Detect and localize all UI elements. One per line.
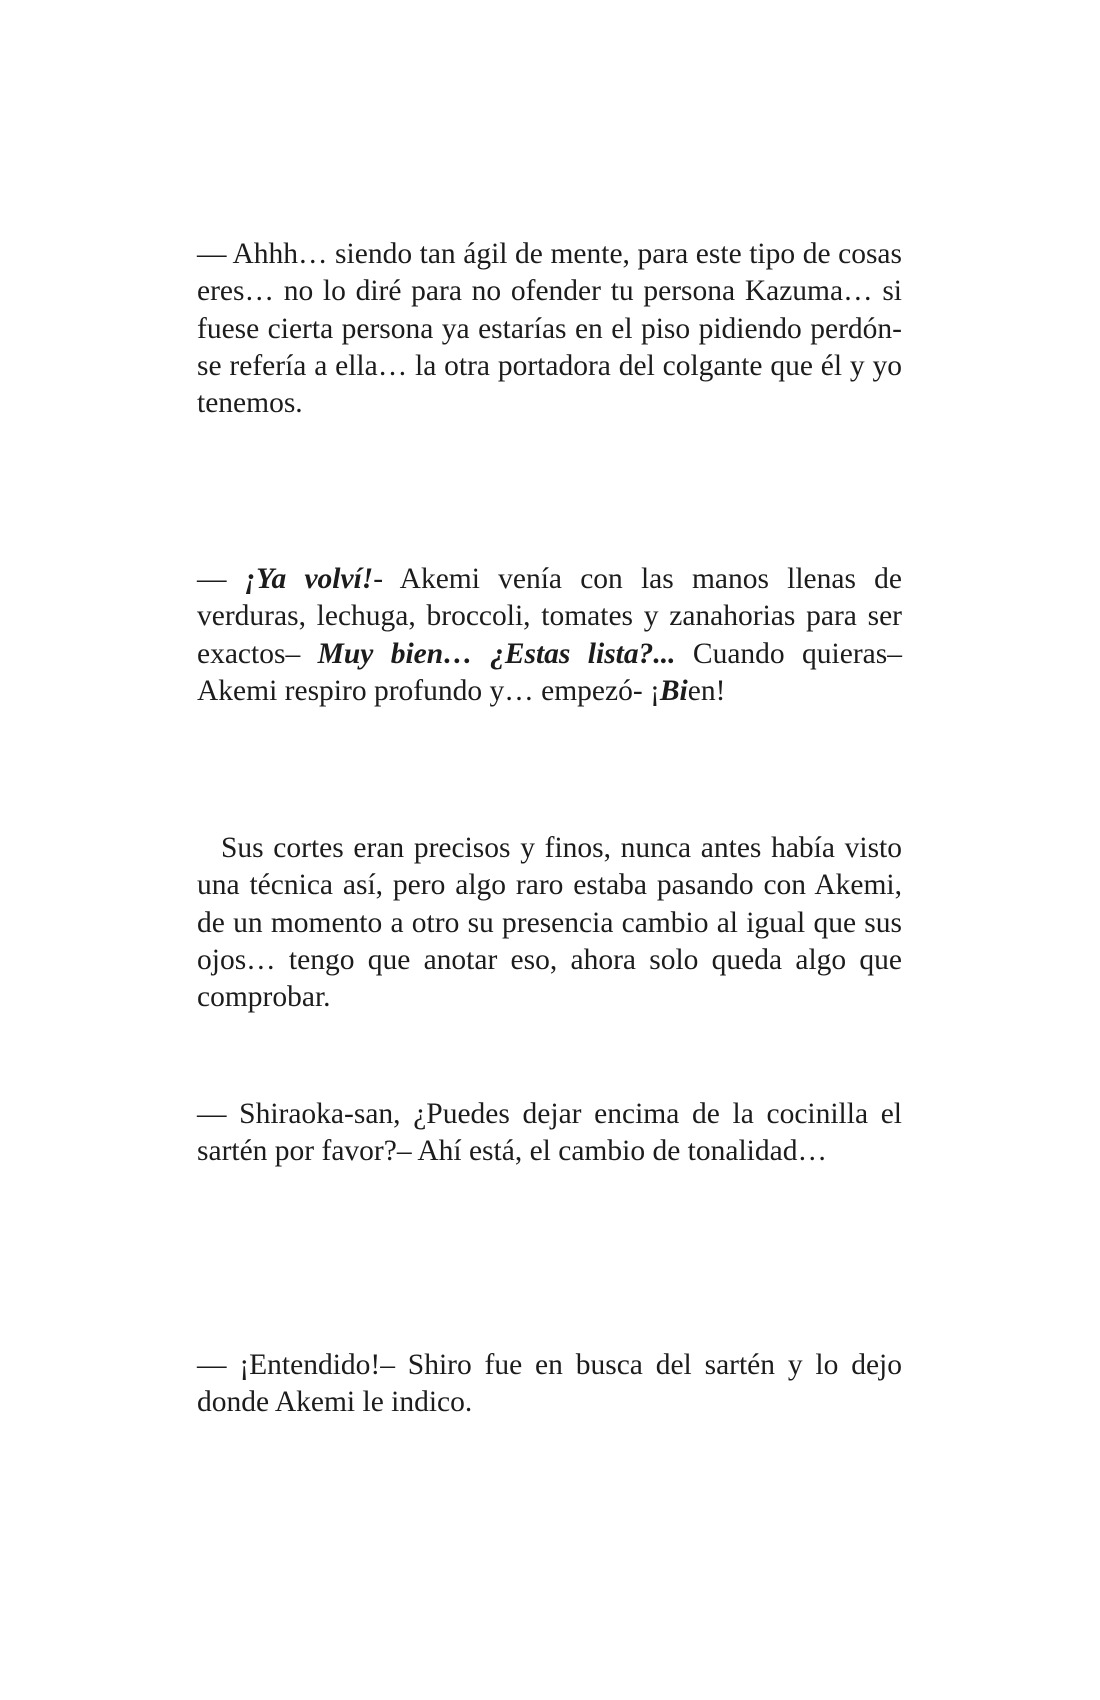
dialogue-dash: —: [197, 563, 245, 595]
emphasis-ya-volvi: ¡Ya volví!: [244, 563, 374, 595]
paragraph-4-text: — Shiraoka-san, ¿Puedes dejar encima de la cocinilla el sartén por favor?– Ahí está, el cambio de tonalidad…: [197, 1098, 902, 1168]
emphasis-muy-bien: Muy bien… ¿Estas lista?...: [317, 637, 676, 670]
paragraph-3: [197, 830, 902, 1016]
paragraph-5-text: — ¡Entendido!– Shiro fue en busca del sartén y lo dejo donde Akemi le indico.: [197, 1349, 902, 1419]
paragraph-2-continuation: Cuando quieras– Akemi respiro profundo y… empezó- ¡: [197, 637, 902, 707]
emphasis-bi: Bi: [659, 674, 688, 707]
paragraph-2: [197, 561, 902, 710]
paragraph-5: [197, 1347, 902, 1422]
paragraph-3-text: Sus cortes eran precisos y finos, nunca antes había visto una técnica así, pero algo raro estaba pasando con Akemi, de un momento a otro su presencia cambio al igual que sus ojos… tengo que anotar eso, ahora solo queda algo que comprobar.: [197, 832, 902, 1014]
paragraph-4: [197, 1096, 902, 1171]
paragraph-1-text: — Ahhh… siendo tan ágil de mente, para este tipo de cosas eres… no lo diré para no ofender tu persona Kazuma… si fuese cierta persona ya estarías en el piso pidiendo perdón- se refería a ella… la otra portadora del colgante que él y yo tenemos.: [197, 238, 902, 420]
paragraph-1: [197, 236, 902, 422]
paragraph-2-narration: - Akemi venía con las manos llenas de verduras, lechuga, broccoli, tomates y zanahorias para ser exactos–: [197, 563, 903, 670]
paragraph-2-ending: en!: [687, 674, 726, 707]
